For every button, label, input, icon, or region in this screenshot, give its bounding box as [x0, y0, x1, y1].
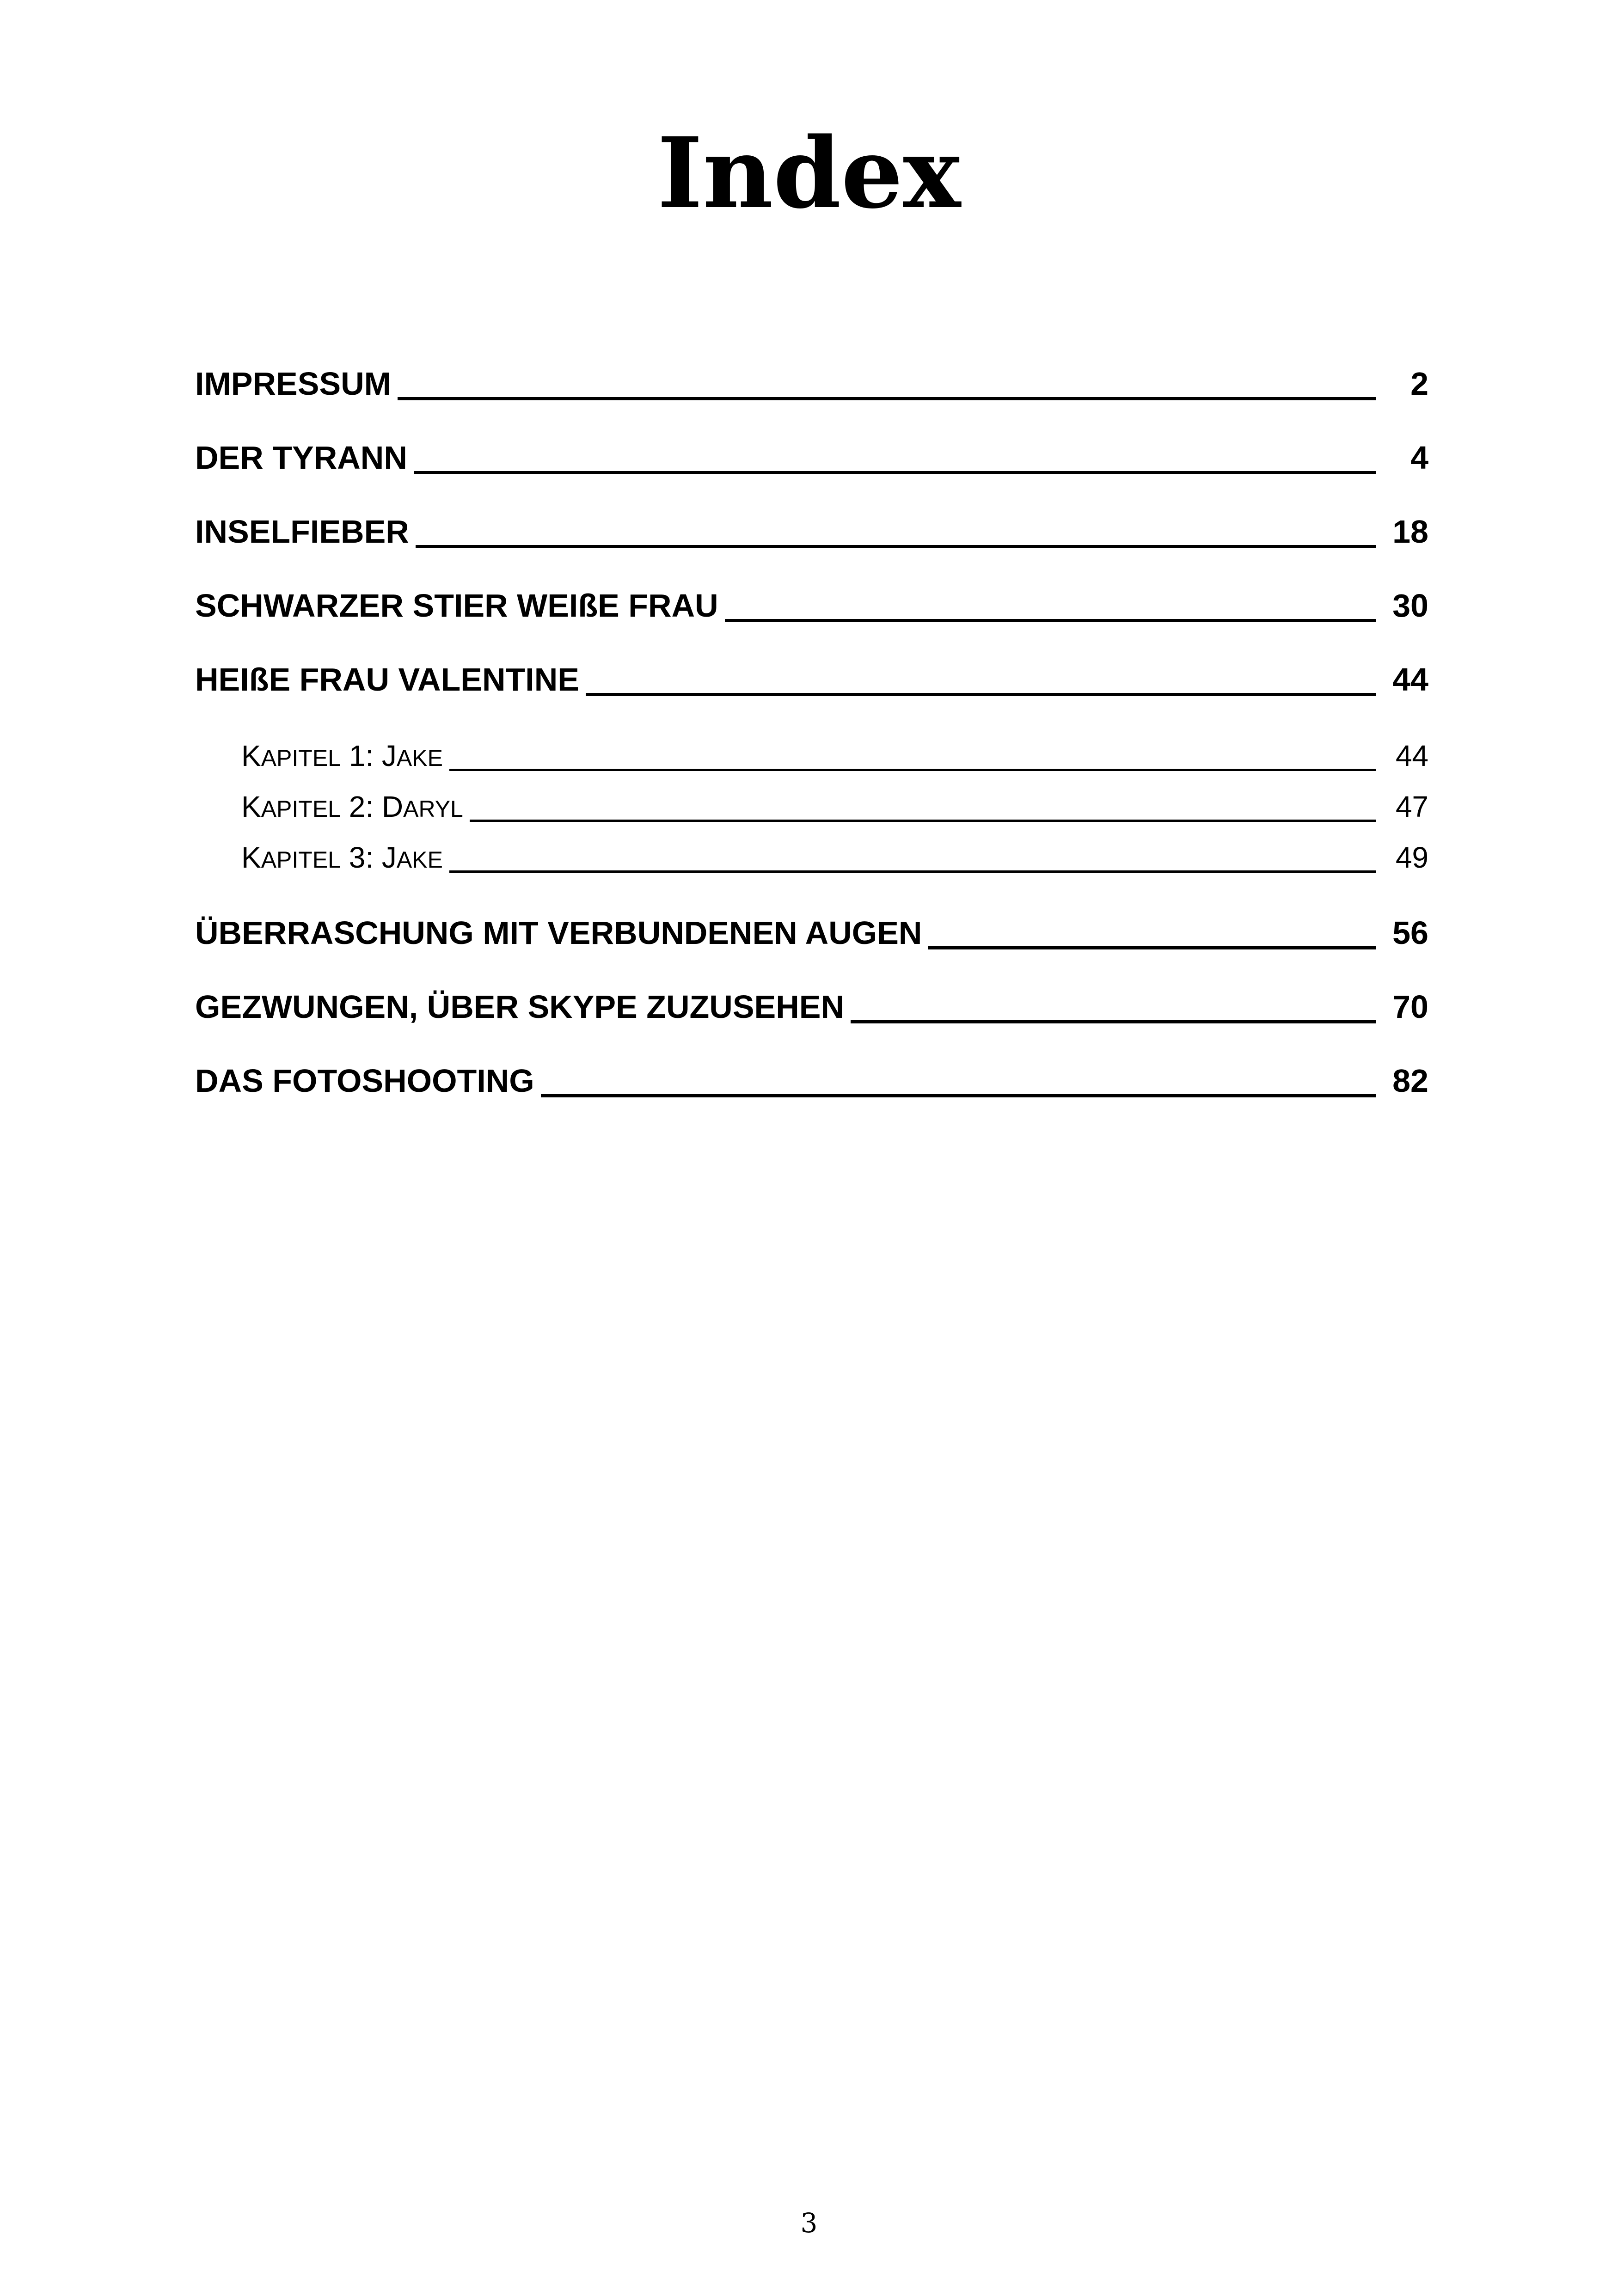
toc-entry-page: 44 — [1395, 739, 1428, 772]
toc-entry-gezwungen[interactable] — [195, 988, 1428, 1030]
toc-entry-title: KAPITEL 1: JAKE — [241, 739, 443, 772]
toc-entry-page: 70 — [1392, 989, 1428, 1025]
toc-leader-line — [449, 768, 1376, 771]
toc-entry-page: 30 — [1392, 588, 1428, 624]
toc-leader-line — [398, 397, 1376, 400]
toc-entry-page: 47 — [1395, 790, 1428, 823]
toc-entry-title: INSELFIEBER — [195, 514, 409, 550]
toc-entry-page: 82 — [1392, 1063, 1428, 1099]
toc-leader-line — [470, 819, 1376, 822]
toc-subentry-kapitel-2[interactable] — [195, 790, 1428, 828]
toc-entry-title: DER TYRANN — [195, 440, 407, 476]
toc-entry-der-tyrann[interactable] — [195, 439, 1428, 481]
toc-entry-ueberraschung[interactable] — [195, 914, 1428, 956]
toc-subentry-kapitel-1[interactable] — [195, 739, 1428, 778]
page-title: Index — [657, 116, 961, 230]
toc-entry-heisse-frau-valentine[interactable] — [195, 661, 1428, 703]
toc-entry-title: DAS FOTOSHOOTING — [195, 1063, 534, 1099]
toc-entry-title: KAPITEL 2: DARYL — [241, 790, 463, 823]
toc-leader-line — [541, 1094, 1376, 1097]
toc-leader-line — [851, 1020, 1376, 1023]
toc-entry-impressum[interactable] — [195, 365, 1428, 407]
toc-leader-line — [416, 545, 1376, 548]
toc-entry-title: SCHWARZER STIER WEIßE FRAU — [195, 588, 718, 624]
toc-entry-title: KAPITEL 3: JAKE — [241, 841, 443, 874]
toc-entry-title: IMPRESSUM — [195, 366, 391, 402]
toc-leader-line — [449, 870, 1376, 873]
toc-leader-line — [725, 618, 1376, 622]
toc-entry-title: GEZWUNGEN, ÜBER SKYPE ZUZUSEHEN — [195, 989, 844, 1025]
page-number: 3 — [800, 2207, 818, 2239]
toc-entry-page: 56 — [1392, 915, 1428, 951]
toc-entry-inselfieber[interactable] — [195, 513, 1428, 555]
toc-entry-das-fotoshooting[interactable] — [195, 1062, 1428, 1104]
toc-leader-line — [928, 946, 1376, 949]
toc-entry-schwarzer-stier[interactable] — [195, 587, 1428, 629]
toc-entry-title: HEIßE FRAU VALENTINE — [195, 661, 579, 698]
toc-entry-page: 2 — [1410, 366, 1428, 402]
toc-leader-line — [414, 471, 1376, 474]
toc-entry-page: 4 — [1410, 440, 1428, 476]
toc-subentry-kapitel-3[interactable] — [195, 840, 1428, 879]
toc-entry-page: 49 — [1395, 841, 1428, 874]
toc-entry-page: 18 — [1392, 514, 1428, 550]
toc-entry-page: 44 — [1392, 661, 1428, 698]
toc-leader-line — [586, 692, 1376, 696]
toc-entry-title: ÜBERRASCHUNG MIT VERBUNDENEN AUGEN — [195, 915, 922, 951]
